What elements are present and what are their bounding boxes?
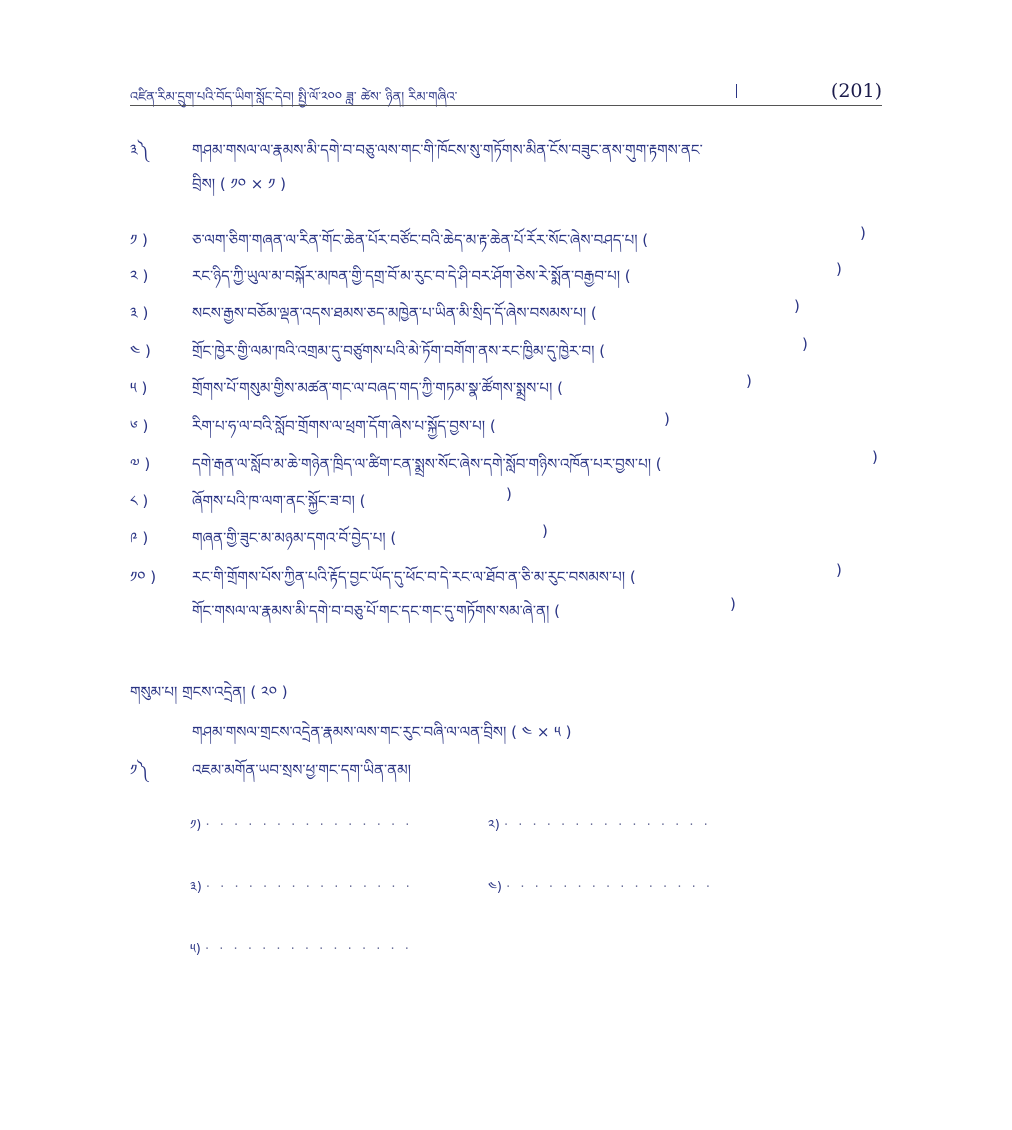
dotted-line: · · · · · · · · · · · · · · · [503, 818, 711, 833]
answer-close-paren: ) [802, 335, 808, 353]
item-text: ཞོགས་པའི་ཁ་ལག་ནང་སྐྱོང་ཟ་བ། ( [192, 492, 366, 510]
list-item [130, 448, 890, 472]
item-number: ༧ ) [130, 455, 151, 473]
item-text: ཅ་ལག་ཅིག་གཞན་ལ་རིན་གོང་ཆེན་པོར་བཙོང་བའི་ཆེད་མ་རྟ་ཆེན་པོ་རོར་སོང་ཞེས་བཤད་པ། ( [192, 231, 649, 249]
running-title: འཛིན་རིམ་དྲུག་པའི་བོད་ཡིག་སློང་དེབ། སྤྱི་ལོ་༢༠༠ ཟླ་ ཚེས་ ཉིན། རིམ་གཞིའ་ [130, 90, 458, 105]
item-text: གྲོགས་པོ་གསུམ་གྱིས་མཚན་གང་ལ་བཞད་གད་ཀྱི་གཏམ་སྣ་ཚོགས་སྨྲས་པ། ( [192, 379, 563, 397]
dotted-line: · · · · · · · · · · · · · · · [506, 880, 713, 895]
blank-number: ༡) [190, 818, 202, 833]
list-item [130, 485, 890, 509]
item-text: རང་གི་གྲོགས་པོས་ཀྱིན་པའི་རྟོད་བྱང་ཡོད་དུ་ཕོང་བ་དེ་རང་ལ་ཐོབ་ན་ཅི་མ་རུང་བསམས་པ། ( [192, 568, 636, 586]
header-rule [130, 105, 882, 106]
page-header [130, 78, 882, 106]
item-text: གཞན་གྱི་ཟུང་མ་མཉམ་དགའ་བོ་བྱེད་པ། ( [192, 529, 397, 547]
list-item [130, 224, 890, 248]
answer-blank [488, 872, 713, 909]
answer-close-paren: ) [746, 372, 752, 390]
list-item [130, 410, 890, 434]
sub-question-number: ༡༽ [130, 761, 148, 779]
item-number: ༢ ) [130, 267, 149, 285]
question-number: ༣༽ [130, 141, 149, 159]
list-item [130, 335, 890, 359]
answer-blank [190, 934, 412, 971]
blank-number: ༥) [190, 942, 201, 957]
list-item [130, 522, 890, 546]
answer-close-paren: ) [872, 448, 878, 466]
answer-close-paren: ) [794, 297, 800, 315]
dotted-line: · · · · · · · · · · · · · · · [205, 880, 413, 895]
section-instruction: གཤམ་གསལ་གྲངས་འདྲེན་རྣམས་ལས་གང་རུང་བཞི་ལ་ལན་བྲིས། ( ༤ × ༥ ) [192, 723, 572, 741]
item-number: ༨ ) [130, 492, 149, 510]
answer-blank [488, 810, 711, 847]
item-number: ༡ ) [130, 231, 148, 249]
answer-close-paren: ) [664, 410, 670, 428]
answer-close-paren: ) [836, 561, 842, 579]
list-item [130, 561, 890, 621]
answer-close-paren: ) [860, 224, 866, 242]
header-divider [736, 84, 737, 98]
blank-number: ༢) [488, 818, 500, 833]
section-heading: གསུམ་པ། གྲངས་འདྲེན། ( ༢༠ ) [130, 683, 288, 701]
blank-number: ༤) [488, 880, 502, 895]
sub-question-text: འཇམ་མགོན་ཡབ་སྲས་ཕྱ་གང་དག་ཡིན་ནམ། [192, 761, 411, 779]
item-number: ༡༠ ) [130, 568, 157, 586]
blank-number: ༣) [190, 880, 202, 895]
page-number: (201) [830, 80, 882, 102]
answer-close-paren: ) [836, 260, 842, 278]
item-number: ༤ ) [130, 342, 151, 360]
question-instruction-line2: བྲིས། ( ༡༠ × ༡ ) [192, 175, 286, 193]
list-item [130, 260, 890, 284]
item-text-continuation: གོང་གསལ་ལ་རྣམས་མི་དགེ་བ་བཅུ་པོ་གང་དང་གང་དུ་གཏོགས་སམ་ཞེ་ན། ( [192, 602, 560, 620]
list-item [130, 297, 890, 321]
item-text: སངས་རྒྱས་བཅོམ་ལྡན་འདས་ཐམས་ཅད་མཁྱེན་པ་ཡིན་མི་སྲིད་དོ་ཞེས་བསམས་པ། ( [192, 304, 597, 322]
item-text: གྲོང་ཁྱེར་གྱི་ལམ་ཁའི་འགྲམ་དུ་བཙུགས་པའི་མེ་ཏོག་བགོག་ནས་རང་ཁྱིམ་དུ་ཁྱེར་བ། ( [192, 342, 606, 360]
item-text: རང་ཉིད་ཀྱི་ཡུལ་མ་བསྐོར་མཁན་གྱི་དགྲ་བོ་མ་རུང་བ་དེ་ཤི་བར་ཤོག་ཅེས་རེ་སྨོན་བརྒྱབ་པ། ( [192, 267, 631, 285]
answer-blank [190, 810, 412, 847]
dotted-line: · · · · · · · · · · · · · · · [205, 942, 412, 957]
answer-blank [190, 872, 413, 909]
item-number: ༥ ) [130, 379, 148, 397]
item-text: རིག་པ་ཧ་ལ་བའི་སློབ་གྲོགས་ལ་ཕྲག་དོག་ཞེས་པ་སྐྱོད་བྱས་པ། ( [192, 417, 496, 435]
list-item [130, 372, 890, 396]
item-number: ༩ ) [130, 529, 149, 547]
answer-close-paren: ) [506, 485, 512, 503]
item-text: དགེ་རྒན་ལ་སློབ་མ་ཆེ་གཉེན་ཁྲིད་ལ་ཚིག་ངན་སྨྲས་སོང་ཞེས་དགེ་སློབ་གཉིས་འཁོན་པར་བྱས་པ། ( [192, 455, 662, 473]
question-instruction-line1: གཤམ་གསལ་ལ་རྣམས་མི་དགེ་བ་བཅུ་ལས་གང་གི་ཁོངས་སུ་གཏོགས་མིན་ངོས་བཟུང་ནས་གུག་རྟགས་ནང་ [192, 141, 703, 159]
answer-close-paren: ) [542, 522, 548, 540]
item-number: ༣ ) [130, 304, 149, 322]
dotted-line: · · · · · · · · · · · · · · · [205, 818, 413, 833]
answer-close-paren: ) [730, 595, 736, 613]
item-number: ༦ ) [130, 417, 149, 435]
